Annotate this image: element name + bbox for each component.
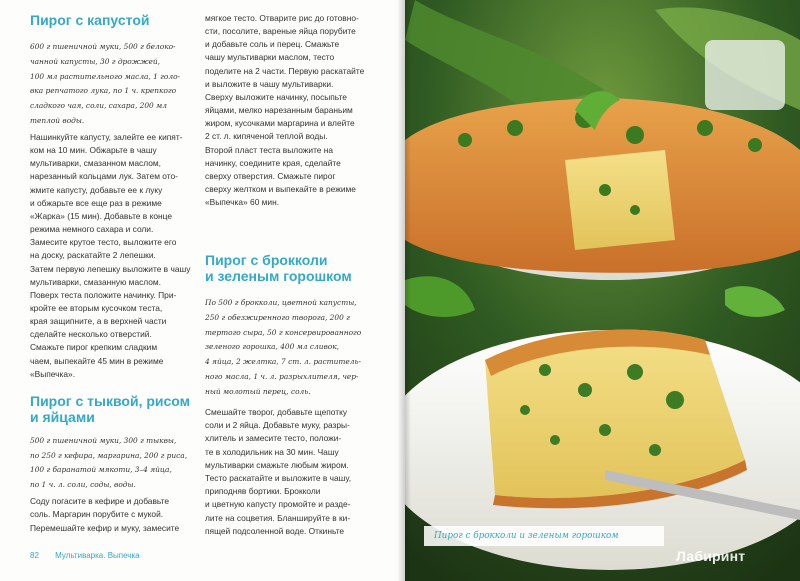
right-page-photo bbox=[405, 0, 800, 581]
text-line: чаем, выпекайте 45 мин в режиме bbox=[30, 355, 164, 366]
text-line: края защипните, а в верхней части bbox=[30, 316, 167, 327]
recipe-title-cabbage-pie: Пирог с капустой bbox=[30, 12, 150, 28]
text-line: жиром, кусочками маргарина и влейте bbox=[205, 118, 355, 129]
text-line: пящей подсоленной воде. Откиньте bbox=[205, 525, 345, 536]
text-line: Соду погасите в кефире и добавьте bbox=[30, 496, 170, 506]
text-line: «Жарка» (15 мин). Добавьте в конце bbox=[30, 210, 172, 221]
text-line: яйцами, мелко нарезанным бараньим bbox=[205, 105, 353, 116]
ingredient-line: теплой воды. bbox=[30, 116, 85, 125]
ingredient-line: 4 яйца, 2 желтка, 7 ст. л. раститель- bbox=[205, 357, 361, 367]
text-line: Второй пласт теста выложите на bbox=[205, 144, 334, 155]
text-line: сделайте несколько отверстий. bbox=[30, 329, 152, 340]
text-line: «Выпечка». bbox=[30, 368, 76, 379]
text-line: поделите на 2 части. Первую раскатайте bbox=[205, 65, 365, 76]
text-line: и обжарьте все еще раз в режиме bbox=[30, 197, 162, 208]
glass-jar bbox=[705, 40, 785, 110]
text-line: мягкое тесто. Отварите рис до готовно- bbox=[205, 13, 359, 23]
text-line: мультиварки, смазанную маслом. bbox=[30, 276, 162, 287]
text-line: жмите капусту, добавьте ее к луку bbox=[30, 184, 163, 195]
text-line: чашу мультиварки маслом, тесто bbox=[205, 52, 335, 63]
text-line: мультиварки, смазанном маслом, bbox=[30, 158, 161, 169]
text-line: Поверх теста положите начинку. При- bbox=[30, 289, 177, 300]
text-line: 2 ст. л. кипяченой теплой воды. bbox=[205, 131, 328, 142]
page-number: 82 bbox=[30, 551, 39, 560]
text-line: сверху желтком и выпекайте в режиме bbox=[205, 183, 356, 194]
ingredient-line: по 250 г кефира, маргарина, 200 г риса, bbox=[30, 450, 188, 460]
text-line: Сверху выложите начинку, посыпьте bbox=[205, 91, 347, 102]
text-line: нарезанный кольцами лук. Затем ото- bbox=[30, 171, 178, 182]
ingredient-line: 500 г пшеничной муки, 300 г тыквы, bbox=[30, 436, 177, 445]
text-line: соли и 2 яйца. Добавьте муку, разры- bbox=[205, 420, 350, 431]
text-line: и добавьте соль и перец. Смажьте bbox=[205, 39, 340, 50]
ingredient-line: 100 мл растительного масла, 1 голо- bbox=[30, 71, 181, 81]
ingredient-line: чанной капусты, 30 г дрожжей, bbox=[30, 56, 161, 66]
text-line: начинку, соедините края, сделайте bbox=[205, 157, 341, 168]
ingredient-line: сладкого чая, соли, сахара, 200 мл bbox=[30, 101, 167, 111]
text-line: ком на 10 мин. Обжарьте в чашу bbox=[30, 145, 157, 156]
text-line: те в холодильник на 30 мин. Чашу bbox=[205, 446, 339, 457]
text-line: хлитель и замесите тесто, положи- bbox=[205, 433, 342, 444]
ingredient-line: 250 г обезжиренного творога, 200 г bbox=[205, 312, 350, 322]
pie-photo bbox=[405, 0, 800, 581]
text-line: Нашинкуйте капусту, залейте ее кипят- bbox=[30, 132, 183, 142]
watermark-logo: Лабиринт bbox=[676, 548, 746, 564]
ingredient-line: 100 г баранатой мякоти, 3–4 яйца, bbox=[30, 465, 172, 475]
text-line: Замесите крутое тесто, выложите его bbox=[30, 237, 177, 248]
text-line: «Выпечка» 60 мин. bbox=[205, 197, 280, 208]
ingredient-line: вка репчатого лука, по 1 ч. крепкого bbox=[30, 86, 177, 96]
photo-caption: Пирог с брокколи и зеленым горошком bbox=[424, 526, 664, 546]
text-line: Перемешайте кефир и муку, замесите bbox=[30, 522, 180, 533]
ingredient-line: 600 г пшеничной муки, 500 г белоко- bbox=[30, 42, 176, 51]
ingredient-line: по 1 ч. л. соли, соды, воды. bbox=[30, 479, 136, 489]
text-line: приподняв бортики. Брокколи bbox=[205, 486, 321, 497]
pie-cut-filling bbox=[565, 150, 675, 250]
text-line: сти, посолите, вареные яйца порубите bbox=[205, 26, 356, 37]
text-line: на доску, раскатайте 2 лепешки. bbox=[30, 250, 156, 261]
text-line: режима немного сахара и соли. bbox=[30, 224, 154, 235]
text-line: Смажьте пирог крепким сладким bbox=[30, 342, 158, 353]
text-line: Смешайте творог, добавьте щепотку bbox=[205, 407, 348, 417]
text-line: Тесто раскатайте и выложите в чашу, bbox=[205, 473, 352, 483]
book-title: Мультиварка. Выпечка bbox=[55, 551, 140, 560]
text-line: мультиварки смажьте любым жиром. bbox=[205, 459, 349, 470]
recipe-title-broccoli-pie: Пирог с брокколи и зеленым горошком bbox=[205, 252, 352, 284]
text-line: сверху отверстия. Смажьте пирог bbox=[205, 170, 336, 181]
ingredient-line: тертого сыра, 50 г консервированного bbox=[205, 327, 362, 337]
ingredient-line: ного масла, 1 ч. л. разрыхлителя, чер- bbox=[205, 372, 359, 381]
text-line: и цветную капусту промойте и разде- bbox=[205, 499, 351, 510]
text-line: лите на соцветия. Бланшируйте в ки- bbox=[205, 512, 351, 523]
ingredient-line: ный молотый перец, соль. bbox=[205, 386, 311, 396]
ingredient-line: зеленого горошка, 400 мл сливок, bbox=[205, 342, 339, 352]
text-line: и выложите в чашу мультиварки. bbox=[205, 78, 334, 89]
text-line: Затем первую лепешку выложите в чашу bbox=[30, 263, 191, 274]
ingredient-line: По 500 г брокколи, цветной капусты, bbox=[205, 298, 357, 307]
text-line: кройте ее вторым кусочком теста, bbox=[30, 302, 163, 313]
recipe-title-pumpkin-pie: Пирог с тыквой, рисом и яйцами bbox=[30, 393, 191, 425]
book-gutter-shadow bbox=[397, 0, 411, 581]
text-line: соль. Маргарин порубите с мукой. bbox=[30, 509, 164, 520]
page-footer bbox=[30, 551, 154, 560]
